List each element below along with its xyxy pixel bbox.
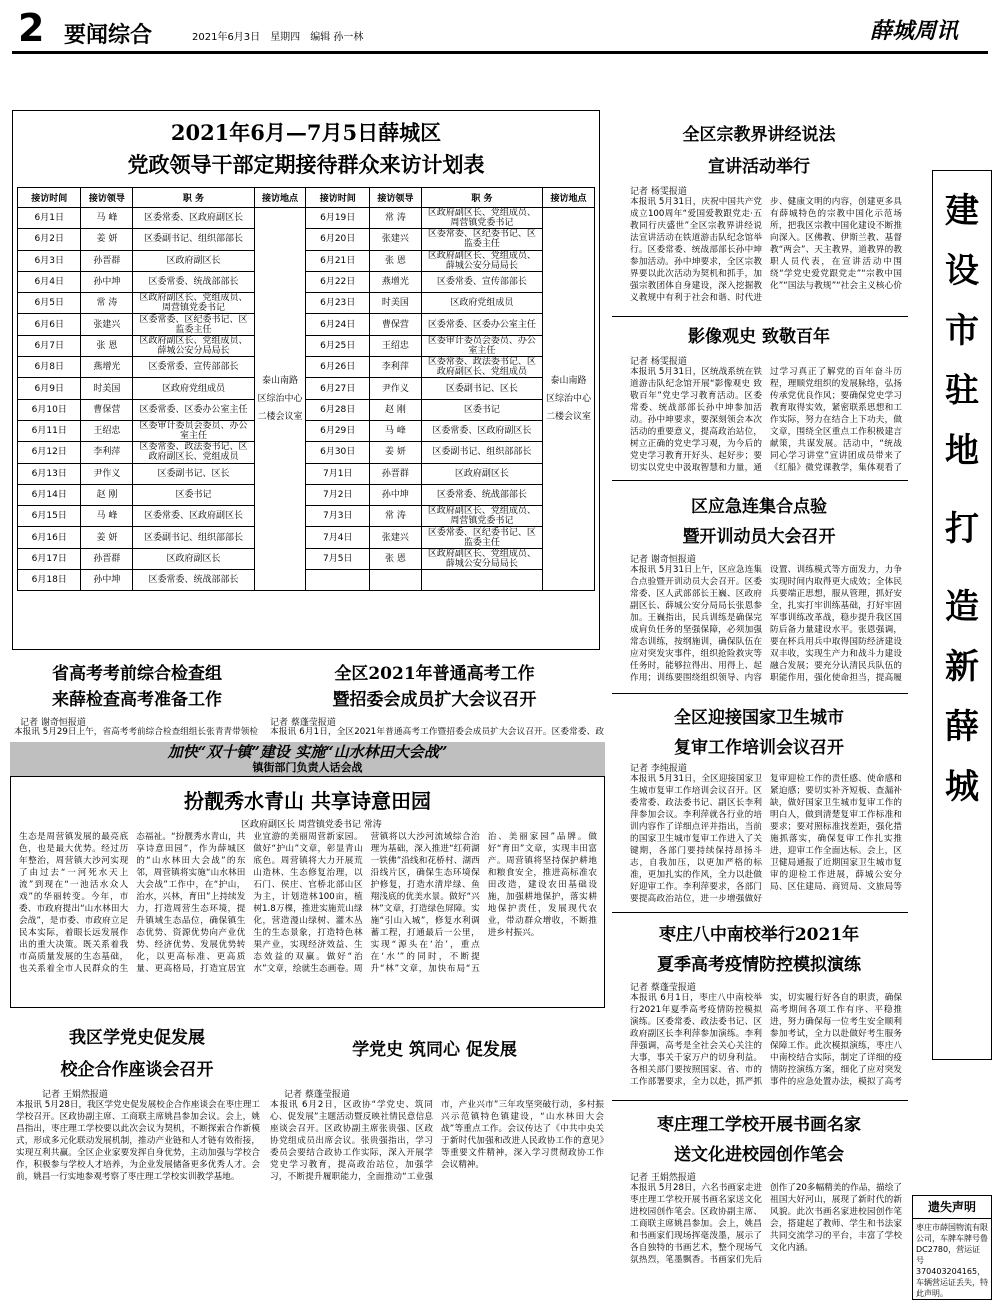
table-cell: 区委常委、政法委书记、区政府副区长、党组成员 xyxy=(421,357,542,378)
table-cell: 姜 妍 xyxy=(81,229,133,250)
article-body: 生态是周营镇发展的最亮底色，也是最大优势。经过历年整治，周营镇大沙河实现了由过去“一河死水天上流”到现在“一池活水众人戏”的华丽转变。今年，市委、市政府提出“山水林田大会战”，是市委、市政府立足民本实际，着眼长远发展作出的重大决策。既关系着我市高质量发展的生态基础，也关系着全市人民群众的生态福祉。“扮靓秀水青山，共享诗意田园”，作为薛城区的“山水林田大会战”的东邻，周营镇将实施“山水林田大会战”工作中，在“护山，治水，兴林，育田”上持续发力，打造周营生态环境，提升镇域生态品位，确保镇生态优势、资源优势向产业优势、经济优势、发展优势转化，以更高标准、更高质量、更高格局，打造宜居宜业宜游的美丽周营新家园。做好“护山”文章，彰显青山底色。周营镇将大力开展荒山造林、生态修复治理，以石门、侯庄、官桥北部山区为主，计划造林100亩，植树1.8万棵，推进实施荒山绿化，营造漫山绿树、灌木丛生的生态景象，打造特色林果产业，实现经济效益、生态效益的双赢。做好“治水”文章，绘就生态画卷。周营镇将以大沙河流域综合治理为基础，深入推进“红荷湖一铁佛”沿线和花桥村、湖西沿线片区，确保生态环境保护修复，打造水清岸绿、鱼翔浅底的优美水景。做好“兴林”文章，打造绿色屏障。实施“引山入城”，修复水利调蓄工程，打通最后一公里，实现“源头在‘治’，重点在‘水’”的同时，不断提升“林”文章，加快布局“五治、美丽家园”品牌。做好“育田”文章，实现丰田富产。周营镇将坚持保护耕地和粮食安全，推进高标准农田改造，建设农田基础设施，加强耕地保护，落实耕地保护责任，发展现代农业，带动群众增收，不断推进乡村振兴。 xyxy=(19,832,597,974)
article-religion xyxy=(610,60,908,315)
schedule-header-cell: 接访时间 xyxy=(306,188,369,208)
article-body: 本报讯 5月31日，庆祝中国共产党成立100周年“爱国爱教跟党走·五教同行庆盛世”全区宗教界讲经说法宣讲活动在铁道游击队纪念馆举行。区委常委、统战部部长孙中坤参加活动。孙中坤要求，全区宗教界要以此次活动为契机和抓手，加强宗教团体自身建设，深入挖掘教义教规中有利于社会和谐、时代进步、健康文明的内容，创建更多具有薛城特色的宗教中国化示范场所，把我区宗教中国化建设不断推向深入。区佛教、伊斯兰教、基督教“两会”、天主教界，道教界的教职人员代表，在宣讲活动中围绕“学党史爱党跟党走”“宗教中国化”“国法与教规”“社会主义核心价 xyxy=(630,197,902,303)
article-headline: 暨开训动员大会召开 xyxy=(682,527,836,547)
table-cell: 7月5日 xyxy=(306,548,369,569)
table-cell: 区委书记 xyxy=(133,484,254,505)
article-headline: 扮靓秀水青山 共享诗意田园 xyxy=(184,789,431,813)
campaign-banner xyxy=(10,742,605,776)
table-cell: 6月28日 xyxy=(306,399,369,420)
table-cell: 6月8日 xyxy=(18,357,81,378)
table-cell: 7月3日 xyxy=(306,506,369,527)
slogan-text: 建 设 市 驻 地 打 造 新 薛 城 xyxy=(945,191,979,807)
slogan-vertical xyxy=(932,170,992,1060)
divider xyxy=(612,1100,908,1101)
table-cell: 6月24日 xyxy=(306,314,369,335)
table-cell: 6月18日 xyxy=(18,570,81,591)
table-cell: 区委常委、统战部部长 xyxy=(133,271,254,292)
table-cell: 孙中坤 xyxy=(81,271,133,292)
article-headline: 全区迎接国家卫生城市 xyxy=(674,708,844,728)
table-cell: 李利萍 xyxy=(81,442,133,463)
article-byline: 记者 王娟然报道 xyxy=(630,1173,696,1183)
article-byline: 记者 谢奇恒报道 xyxy=(630,555,696,565)
article-headline: 枣庄八中南校举行2021年 xyxy=(658,925,860,945)
table-row xyxy=(18,442,595,463)
visit-place-cell: 泰山南路 区综治中心 二楼会议室 xyxy=(543,208,595,591)
divider xyxy=(612,480,908,481)
table-cell: 孙晋群 xyxy=(369,463,421,484)
article-body: 本报讯 5月29日上午，省高考考前综合检查组组长张青青带领检 xyxy=(14,727,258,737)
divider xyxy=(612,912,908,913)
table-cell: 张 恩 xyxy=(369,250,421,271)
table-cell: 马 峰 xyxy=(81,506,133,527)
table-cell: 区委常委、区政府副区长 xyxy=(133,506,254,527)
table-cell: 李利萍 xyxy=(369,357,421,378)
table-row xyxy=(18,378,595,399)
schedule-title-2: 党政领导干部定期接待群众来访计划表 xyxy=(127,152,485,177)
table-cell: 区政府副区长 xyxy=(133,548,254,569)
table-cell: 6月10日 xyxy=(18,399,81,420)
table-cell: 区委副书记、组织部部长 xyxy=(133,527,254,548)
table-cell: 6月16日 xyxy=(18,527,81,548)
paper-logo: 薛城周讯 xyxy=(869,18,958,44)
notice-body: 枣庄市薛国物流有限公司，车牌车牌号鲁DC2780，营运证号370403204165，车辆营运证丢失，特此声明。 xyxy=(916,1223,988,1298)
article-byline: 记者 王娟然报道 xyxy=(42,1090,108,1100)
table-cell xyxy=(369,570,421,591)
table-cell: 张建兴 xyxy=(81,314,133,335)
article-headline: 学党史 筑同心 促发展 xyxy=(352,1040,517,1060)
article-byline: 区政府副区长 周营镇党委书记 常涛 xyxy=(241,820,382,830)
table-cell: 6月13日 xyxy=(18,463,81,484)
table-row xyxy=(18,484,595,505)
table-cell: 区委副书记、区长 xyxy=(421,378,542,399)
article-scenic-box xyxy=(10,776,605,1008)
schedule-header-row xyxy=(18,188,595,208)
table-row xyxy=(18,271,595,292)
article-calligraphy xyxy=(610,1102,908,1307)
table-cell: 区政府副区长 xyxy=(421,463,542,484)
table-cell xyxy=(421,570,542,591)
table-row xyxy=(18,570,595,591)
table-row xyxy=(18,357,595,378)
article-emergency xyxy=(610,482,908,692)
table-cell: 区委常委、宣传部部长 xyxy=(421,271,542,292)
table-cell: 6月7日 xyxy=(18,335,81,356)
page-number: 2 xyxy=(18,6,45,50)
visit-place-cell: 泰山南路 区综治中心 二楼会议室 xyxy=(254,208,306,591)
table-cell: 6月23日 xyxy=(306,293,369,314)
table-cell: 区委常委、统战部部长 xyxy=(133,570,254,591)
banner-sub: 镇街部门负责人话会战 xyxy=(252,761,363,774)
article-byline: 记者 杨雯报道 xyxy=(630,187,687,197)
table-cell: 区政府副区长、党组成员、薛城公安分局局长 xyxy=(133,335,254,356)
table-cell: 区政府副区长、党组成员、周营镇党委书记 xyxy=(421,208,542,229)
article-headline: 区应急连集合点验 xyxy=(691,497,827,517)
table-cell: 6月27日 xyxy=(306,378,369,399)
table-cell: 6月9日 xyxy=(18,378,81,399)
table-cell: 6月20日 xyxy=(306,229,369,250)
table-cell: 区委副书记、区长 xyxy=(133,463,254,484)
table-row xyxy=(18,399,595,420)
article-headline: 全区宗教界讲经说法 xyxy=(682,125,836,145)
article-body: 本报讯 5月28日，六名书画家走进枣庄理工学校开展书画名家送文化进校园创作笔会。区政协副主席、工商联主席姚昌参加。会上，姚昌和书画家们现场挥毫泼墨，展示了各自独特的书画艺术，整个现场气氛热烈，笔墨飘香。书画家们先后创作了20多幅精美的作品，描绘了祖国大好河山，展现了新时代的新风貌。此次书画名家进校园创作笔会，搭建起了教师、学生和书法家共同交流学习的平台，丰富了学校文化内涵。 xyxy=(630,1183,902,1265)
table-cell: 区委常委、宣传部部长 xyxy=(133,357,254,378)
article-headline: 我区学党史促发展 xyxy=(69,1028,205,1048)
table-cell: 6月2日 xyxy=(18,229,81,250)
table-cell: 6月17日 xyxy=(18,548,81,569)
table-cell: 6月21日 xyxy=(306,250,369,271)
schedule-header-cell: 接访时间 xyxy=(18,188,81,208)
table-cell: 尹作义 xyxy=(369,378,421,399)
article-byline: 记者 蔡蓬莹报道 xyxy=(630,983,696,993)
schedule-header-cell: 职 务 xyxy=(421,188,542,208)
table-cell: 6月15日 xyxy=(18,506,81,527)
table-cell: 6月26日 xyxy=(306,357,369,378)
table-cell: 6月11日 xyxy=(18,420,81,441)
article-school-enterprise xyxy=(12,1015,262,1305)
table-row xyxy=(18,208,595,229)
table-cell: 区委副书记、组织部部长 xyxy=(133,229,254,250)
table-cell: 王绍忠 xyxy=(81,420,133,441)
table-cell: 时美国 xyxy=(81,378,133,399)
article-body: 本报讯 5月31日，全区迎接国家卫生城市复审工作培训会议召开。区委常委、政法委书记、副区长李利萍参加会议。李利萍就各行业的培训内容作了详细点评并指出，当前的国家卫生城市复审工作进入了关键期，各部门要持续保持昂扬斗志，自我加压，以更加严格的标准，更加扎实的作风，全力以赴做好迎审工作。李利萍要求，各部门要提高政治站位，进一步增强做好复审迎检工作的责任感、使命感和紧迫感；要切实补齐短板、查漏补缺，做好国家卫生城市复审工作的明白人，做到清楚复审工作标准和要求；要对照标准找差距，强化措施抓落实，确保复审工作扎实推进，迎审工作全面达标。会上，区卫健局通报了近期国家卫生城市复审的迎检工作进展，薛城公安分局、区住建局、商贸局、文旅局等 xyxy=(630,774,902,904)
article-headline: 省高考考前综合检查组 xyxy=(52,664,222,684)
table-cell: 姜 妍 xyxy=(369,442,421,463)
table-row xyxy=(18,250,595,271)
article-headline: 枣庄理工学校开展书画名家 xyxy=(657,1115,861,1135)
schedule-header-cell: 接访地点 xyxy=(254,188,306,208)
article-headline: 送文化进校园创作笔会 xyxy=(674,1145,844,1165)
table-cell: 7月2日 xyxy=(306,484,369,505)
table-cell: 区政府副区长、党组成员、薛城公安分局局长 xyxy=(421,548,542,569)
table-cell: 6月19日 xyxy=(306,208,369,229)
table-cell: 6月3日 xyxy=(18,250,81,271)
article-byline: 记者 谢奇恒报道 xyxy=(20,718,86,728)
table-cell: 区政府党组成员 xyxy=(421,293,542,314)
article-headline: 全区2021年普通高考工作 xyxy=(334,664,535,684)
article-headline: 暨招委会成员扩大会议召开 xyxy=(332,690,537,710)
table-cell: 张 恩 xyxy=(81,335,133,356)
article-headline: 影像观史 致敬百年 xyxy=(688,327,830,347)
article-headline: 校企合作座谈会召开 xyxy=(60,1060,214,1080)
article-byline: 记者 蔡蓬莹报道 xyxy=(270,718,336,728)
table-cell: 6月29日 xyxy=(306,420,369,441)
notice-title: 遗失声明 xyxy=(913,1196,991,1219)
table-cell: 区委常委、区纪委书记、区监委主任 xyxy=(421,527,542,548)
article-body: 本报讯 6月1日，枣庄八中南校举行2021年夏季高考疫情防控模拟演练。区委常委、政法委书记、区政府副区长李利萍参加演练。李利萍强调，高考是全社会关心关注的大事，事关千家万户的切身利益。各相关部门要按照国家、省、市的工作部署要求，全力以赴，抓严抓实，切实履行好各自的职责，确保高考期间各项工作有序、平稳推进，努力确保每一位考生安全顺利参加考试，全力以赴做好考生服务保障工作。此次模拟演练，枣庄八中南校结合实际，制定了详细的疫情防控演练方案，细化了应对突发事件的应急处置办法，模拟了高考 xyxy=(630,993,902,1087)
table-row xyxy=(18,335,595,356)
schedule-header-cell: 接访领导 xyxy=(369,188,421,208)
table-cell: 区政府党组成员 xyxy=(133,378,254,399)
table-cell: 常 涛 xyxy=(81,293,133,314)
table-cell: 区委常委、区政府副区长 xyxy=(133,208,254,229)
table-cell: 区委常委、区纪委书记、区监委主任 xyxy=(133,314,254,335)
table-cell: 孙中坤 xyxy=(369,484,421,505)
table-cell: 曹保营 xyxy=(81,399,133,420)
table-cell xyxy=(306,570,369,591)
table-row xyxy=(18,420,595,441)
table-cell: 常 涛 xyxy=(369,506,421,527)
schedule-table xyxy=(17,187,595,591)
table-cell: 区委常委、政法委书记、区政府副区长、党组成员 xyxy=(133,442,254,463)
table-cell: 燕增光 xyxy=(81,357,133,378)
article-cppcc xyxy=(262,1015,607,1305)
table-cell: 赵 刚 xyxy=(81,484,133,505)
issue-editor: 编辑 孙一林 xyxy=(310,32,364,43)
table-cell: 区委常委、区委办公室主任 xyxy=(421,314,542,335)
table-cell: 张建兴 xyxy=(369,229,421,250)
article-body: 本报讯 5月31日，区统战系统在铁道游击队纪念馆开展“影像观史 致敬百年”党史学习教育活动。区委常委、统战部部长孙中坤参加活动。孙中坤要求，要深刻领会本次活动的重要意义，提高政治站位，树立正确的党史学习观，为今后的党史学习教育开好头、起好步；要切实以党史中汲取智慧和力量，通过学习真正了解党的百年奋斗历程，理顺党组织的发展脉络，弘扬传承党优良作风；要确保党史学习教育取得实效，紧密联系思想和工作实际，努力在结合上下功夫，做文章，围绕全区重点工作积极建言献策，共谋发展。活动中，“统战同心学习讲堂”宣讲团成员带来了《红船》微党课教学，集体观看了 xyxy=(630,367,902,473)
table-cell: 6月14日 xyxy=(18,484,81,505)
table-cell: 区政府副区长、党组成员、周营镇党委书记 xyxy=(133,293,254,314)
table-cell: 马 峰 xyxy=(81,208,133,229)
article-headline: 复审工作培训会议召开 xyxy=(674,738,844,758)
table-cell: 6月5日 xyxy=(18,293,81,314)
table-cell: 张建兴 xyxy=(369,527,421,548)
article-body: 本报讯 6月2日，区政协“学党史、筑同心、促发展”主题活动暨反映社情民意信息座谈会召开。区政协副主席张贵强、区政协党组成员出席会议。张贵强指出，学习委员会要结合政协工作实际，深入开展学党史学习教育，提高政治站位，加强学习，不断提升履职能力，全面推动“工业强市，产业兴市”三年攻坚突破行动，多村振兴示范镇特色镇建设，“山水林田大会战”等重点工作。会议传达了《中共中央关于新时代加强和改进人民政协工作的意见》等重要文件精神，深入学习贯彻政协工作会议精神。 xyxy=(270,1100,604,1182)
table-row xyxy=(18,314,595,335)
table-cell: 区政府副区长 xyxy=(133,250,254,271)
table-cell: 常 涛 xyxy=(369,208,421,229)
article-body: 本报讯 5月31日上午，区应急连集合点验暨开训动员大会召开。区委常委、区人武部部长王巍、区政府副区长、薛城公安分局局长张恩参加。王巍指出，民兵训练是确保完成肩负任务的坚强保障，必须加强常态训练，按纲施训，确保队伍在应对突发灾事件，组织抢险救灾等任务时，能够拉得出、用得上、起作用；训练要围绕组织领导、内容设置、训练模式等方面发力，力争实现时间内取得更大成效；全体民兵要端正思想，服从管理，抓好安全，扎实打牢训练基础，打好牢固军事训练改革战，稳步提升我区国防后备力量建设水平。张恩强调，要在杯兵用兵中取得国防经济建设双丰收，实现生产力和战斗力建设融合发展；要充分认清民兵队伍的职能作用，强化使命担当，提高履 xyxy=(630,565,902,683)
issue-meta xyxy=(192,28,373,43)
article-body: 本报讯 6月1日，全区2021年普通高考工作暨招委会成员扩大会议召开。区委常委、政 xyxy=(270,727,604,737)
divider xyxy=(612,693,908,694)
table-row xyxy=(18,527,595,548)
table-cell: 区委常委、区政府副区长 xyxy=(421,420,542,441)
schedule-header-cell: 职 务 xyxy=(133,188,254,208)
table-cell: 区委书记 xyxy=(421,399,542,420)
table-cell: 张 恩 xyxy=(369,548,421,569)
table-row xyxy=(18,293,595,314)
table-row xyxy=(18,229,595,250)
table-row xyxy=(18,548,595,569)
table-cell: 6月4日 xyxy=(18,271,81,292)
article-body: 本报讯 5月28日，我区学党史促发展校企合作座谈会在枣庄理工学校召开。区政协副主席、工商联主席姚昌参加会议。会上，姚昌指出，枣庄理工学校要以此次会议为契机，不断探索合作新模式，形成多元化联动发展机制，推动产业链和人才链有效衔接，实现互利共赢。全区企业家要发挥自身优势，主动加强与学校合作，积极参与学校人才培养，为企业发展储备更多优秀人才。会前，姚昌一行实地参观考察了枣庄理工学校实训教学基地。 xyxy=(16,1100,260,1182)
schedule-header-cell: 接访地点 xyxy=(543,188,595,208)
table-cell: 孙晋群 xyxy=(81,548,133,569)
table-row xyxy=(18,506,595,527)
issue-weekday: 星期四 xyxy=(270,32,301,43)
lost-notice xyxy=(912,1195,992,1300)
table-cell: 区委审计委员会委员、办公室主任 xyxy=(133,420,254,441)
schedule-header-cell: 接访领导 xyxy=(81,188,133,208)
article-headline: 来薛检查高考准备工作 xyxy=(52,690,222,710)
article-headline: 夏季高考疫情防控模拟演练 xyxy=(657,955,861,975)
divider xyxy=(612,316,908,317)
table-cell: 孙晋群 xyxy=(81,250,133,271)
table-row xyxy=(18,463,595,484)
table-cell: 6月1日 xyxy=(18,208,81,229)
table-cell: 王绍忠 xyxy=(369,335,421,356)
table-cell: 区委常委、统战部部长 xyxy=(421,484,542,505)
table-cell: 时美国 xyxy=(369,293,421,314)
table-cell: 区政府副区长、党组成员、周营镇党委书记 xyxy=(421,506,542,527)
table-cell: 曹保营 xyxy=(369,314,421,335)
table-cell: 7月4日 xyxy=(306,527,369,548)
article-epidemic-drill xyxy=(610,914,908,1099)
table-cell: 孙中坤 xyxy=(81,570,133,591)
issue-date: 2021年6月3日 xyxy=(192,32,261,43)
page-header xyxy=(12,6,988,54)
table-cell: 6月30日 xyxy=(306,442,369,463)
banner-main: 加快“双十镇”建设 实施“山水林田大会战” xyxy=(167,743,448,761)
article-byline: 记者 杨雯报道 xyxy=(630,357,687,367)
table-cell: 6月12日 xyxy=(18,442,81,463)
article-photo-history xyxy=(610,318,908,478)
schedule-box xyxy=(12,110,600,650)
table-cell: 燕增光 xyxy=(369,271,421,292)
article-byline: 记者 李纯报道 xyxy=(630,764,687,774)
table-cell: 区委常委、区纪委书记、区监委主任 xyxy=(421,229,542,250)
article-byline: 记者 蔡蓬莹报道 xyxy=(284,1090,350,1100)
table-cell: 7月1日 xyxy=(306,463,369,484)
section-title: 要闻综合 xyxy=(64,22,153,48)
table-cell: 尹作义 xyxy=(81,463,133,484)
table-cell: 6月6日 xyxy=(18,314,81,335)
schedule-title-1: 2021年6月—7月5日薛城区 xyxy=(170,120,442,145)
table-cell: 区政府副区长、党组成员、薛城公安分局局长 xyxy=(421,250,542,271)
table-cell: 马 峰 xyxy=(369,420,421,441)
table-cell: 区委副书记、组织部部长 xyxy=(421,442,542,463)
table-cell: 6月22日 xyxy=(306,271,369,292)
table-cell: 赵 刚 xyxy=(369,399,421,420)
table-cell: 区委常委、区委办公室主任 xyxy=(133,399,254,420)
article-headline: 宣讲活动举行 xyxy=(708,157,810,177)
table-cell: 姜 妍 xyxy=(81,527,133,548)
article-health-city xyxy=(610,695,908,910)
table-cell: 6月25日 xyxy=(306,335,369,356)
table-cell: 区委审计委员会委员、办公室主任 xyxy=(421,335,542,356)
